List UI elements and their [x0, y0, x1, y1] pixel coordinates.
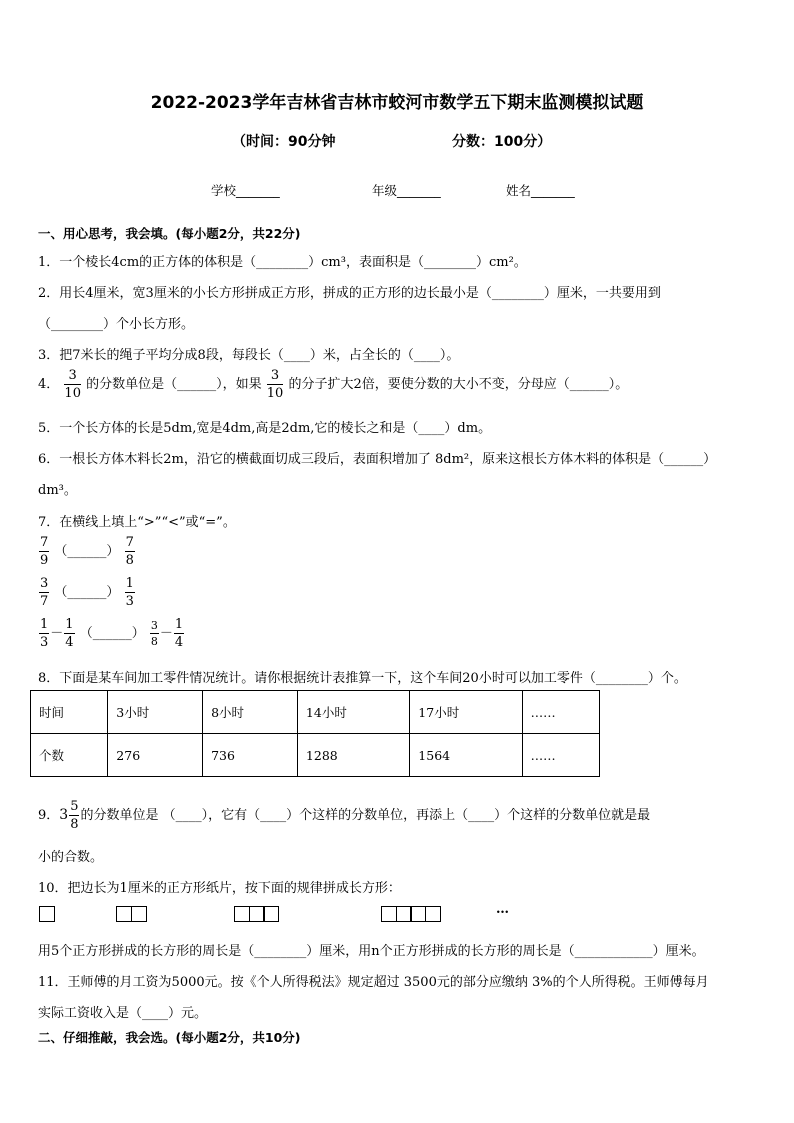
section-1-heading: 一、用心思考，我会填。(每小题2分，共22分): [38, 226, 301, 241]
question-2-line-1: 2．用长4厘米，宽3厘米的小长方形拼成正方形，拼成的正方形的边长最小是（________）厘米，一共要用到: [38, 286, 661, 301]
table-cell: 1564: [410, 734, 522, 777]
page-title: 2022-2023学年吉林省吉林市蛟河市数学五下期末监测模拟试题: [150, 93, 644, 113]
question-8: 8．下面是某车间加工零件情况统计。请你根据统计表推算一下，这个车间20小时可以加工零件（________）个。: [38, 671, 687, 686]
table-cell: 个数: [31, 734, 108, 777]
answer-blank: （______）: [54, 585, 120, 600]
question-9-line-1: 9．3 $\frac{5}{8}$ 的分数单位是 （____），它有（____）个这样的分数单位，再添上（____）个这样的分数单位就是最: [38, 799, 651, 832]
production-table: [30, 690, 600, 777]
answer-blank: （______）: [79, 626, 145, 641]
question-3: 3．把7米长的绳子平均分成8段，每段长（____）米，占全长的（____）。: [38, 348, 460, 363]
question-11-line-2: 实际工资收入是（____）元。: [38, 1006, 208, 1021]
question-text: 的分子扩大2倍，要使分数的大小不变，分母应（______）。: [288, 377, 629, 392]
question-number: 4．: [38, 377, 60, 392]
table-row: [31, 734, 600, 777]
table-cell: 14小时: [297, 691, 409, 734]
square-group-4: [381, 906, 440, 926]
table-cell: ……: [522, 691, 599, 734]
question-1: 1．一个棱长4cm的正方体的体积是（________）cm³，表面积是（________）cm²。: [38, 255, 527, 270]
question-10: 用5个正方形拼成的长方形的周长是（________）厘米，用n个正方形拼成的长方形的周长是（____________）厘米。: [38, 944, 705, 959]
table-row: [31, 691, 600, 734]
table-cell: 276: [108, 734, 203, 777]
name-field: 姓名_______: [506, 183, 575, 198]
question-text: 的分数单位是（______），如果: [86, 377, 262, 392]
answer-blank: （______）: [54, 544, 120, 559]
table-cell: 3小时: [108, 691, 203, 734]
comparison-row-2: $\frac{3}{7}$ （______） $\frac{1}{3}$: [40, 576, 134, 609]
question-6-line-2: dm³。: [38, 483, 77, 498]
question-7-prompt: 7．在横线上填上“>”“<”或“=”。: [38, 515, 236, 530]
table-cell: 17小时: [410, 691, 522, 734]
question-5: 5．一个长方体的长是5dm,宽是4dm,高是2dm,它的棱长之和是（____）dm。: [38, 421, 492, 436]
question-9-line-2: 小的合数。: [38, 850, 104, 865]
question-2-line-2: （________）个小长方形。: [38, 317, 195, 332]
comparison-row-3: $\frac{1}{3}$ － $\frac{1}{4}$ （______） $\frac{3}{8}$ － $\frac{1}{4}$: [40, 617, 184, 650]
table-cell: ……: [522, 734, 599, 777]
question-10-prompt: 10．把边长为1厘米的正方形纸片，按下面的规律拼成长方形：: [38, 881, 401, 896]
table-cell: 1288: [297, 734, 409, 777]
table-cell: 8小时: [203, 691, 298, 734]
question-11-line-1: 11．王师傅的月工资为5000元。按《个人所得税法》规定超过 3500元的部分应缴纳 3%的个人所得税。王师傅每月: [38, 975, 709, 990]
table-cell: 736: [203, 734, 298, 777]
school-field: 学校_______: [211, 183, 280, 198]
fraction: $\frac{3}{10}$: [64, 368, 81, 401]
exam-time: （时间：90分钟: [232, 134, 336, 150]
table-cell: 时间: [31, 691, 108, 734]
square-group-3: [234, 906, 278, 926]
fraction: $\frac{3}{10}$: [266, 368, 284, 401]
continuation-dots: …: [496, 902, 509, 917]
comparison-row-1: $\frac{7}{9}$ （______） $\frac{7}{8}$: [40, 535, 134, 568]
section-2-heading: 二、仔细推敲，我会选。(每小题2分，共10分): [38, 1030, 301, 1045]
square-group-1: [39, 906, 54, 926]
exam-score: 分数：100分）: [452, 134, 552, 150]
grade-field: 年级_______: [372, 183, 441, 198]
question-6-line-1: 6．一根长方体木料长2m，沿它的横截面切成三段后，表面积增加了 8dm²，原来这根长方体木料的体积是（______）: [38, 452, 717, 467]
question-4: [38, 369, 628, 400]
square-group-2: [116, 906, 145, 926]
